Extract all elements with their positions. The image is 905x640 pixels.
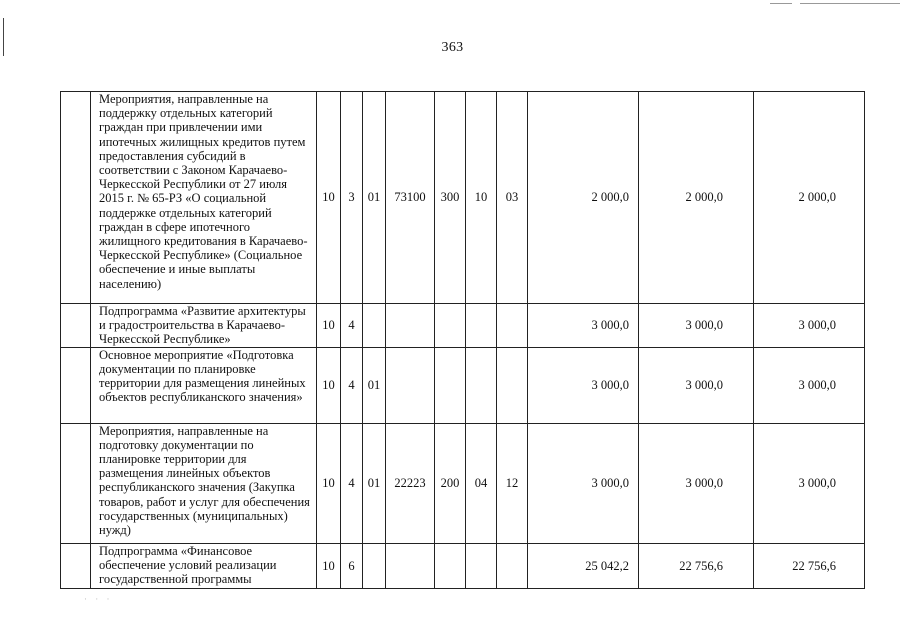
expense-type-code: 200 — [435, 423, 466, 543]
subprogram-code: 3 — [341, 92, 363, 304]
amount-year-1: 2 000,0 — [528, 92, 639, 304]
scan-artifact — [800, 3, 900, 4]
amount-year-1: 3 000,0 — [528, 347, 639, 423]
subsection-code: 12 — [497, 423, 528, 543]
section-code — [466, 304, 497, 348]
program-code: 10 — [317, 423, 341, 543]
direction-code — [386, 347, 435, 423]
expense-type-code — [435, 304, 466, 348]
activity-code — [363, 543, 386, 588]
amount-year-1: 3 000,0 — [528, 304, 639, 348]
row-name: Подпрограмма «Финансовое обеспечение условий реализации государственной программы — [91, 543, 317, 588]
amount-year-2: 3 000,0 — [639, 304, 754, 348]
direction-code: 22223 — [386, 423, 435, 543]
amount-year-1: 3 000,0 — [528, 423, 639, 543]
row-name: Мероприятия, направленные на подготовку документации по планировке территории для размещения линейных объектов республиканского значения (Закупка товаров, работ и услуг для обеспечения государственных (муниципальных) нужд) — [91, 423, 317, 543]
activity-code: 01 — [363, 347, 386, 423]
page-number: 363 — [441, 40, 464, 55]
expense-type-code: 300 — [435, 92, 466, 304]
blank-cell — [61, 543, 91, 588]
table-row — [61, 423, 865, 543]
amount-year-1: 25 042,2 — [528, 543, 639, 588]
direction-code: 73100 — [386, 92, 435, 304]
amount-year-2: 2 000,0 — [639, 92, 754, 304]
table-row — [61, 543, 865, 588]
direction-code — [386, 304, 435, 348]
amount-year-3: 3 000,0 — [754, 304, 865, 348]
subprogram-code: 6 — [341, 543, 363, 588]
section-code — [466, 543, 497, 588]
amount-year-3: 22 756,6 — [754, 543, 865, 588]
direction-code — [386, 543, 435, 588]
activity-code — [363, 304, 386, 348]
program-code: 10 — [317, 543, 341, 588]
activity-code: 01 — [363, 423, 386, 543]
section-code: 04 — [466, 423, 497, 543]
amount-year-3: 2 000,0 — [754, 92, 865, 304]
subsection-code — [497, 304, 528, 348]
expense-type-code — [435, 347, 466, 423]
activity-code: 01 — [363, 92, 386, 304]
program-code: 10 — [317, 92, 341, 304]
amount-year-2: 3 000,0 — [639, 423, 754, 543]
blank-cell — [61, 347, 91, 423]
row-name: Подпрограмма «Развитие архитектуры и градостроительства в Карачаево-Черкесской Республике» — [91, 304, 317, 348]
amount-year-2: 3 000,0 — [639, 347, 754, 423]
section-code — [466, 347, 497, 423]
program-code: 10 — [317, 304, 341, 348]
expense-type-code — [435, 543, 466, 588]
blank-cell — [61, 92, 91, 304]
scan-artifact: · · · — [84, 594, 113, 604]
subprogram-code: 4 — [341, 347, 363, 423]
row-name: Основное мероприятие «Подготовка документации по планировке территории для размещения линейных объектов республиканского значения» — [91, 347, 317, 423]
table-row — [61, 347, 865, 423]
blank-cell — [61, 304, 91, 348]
subsection-code: 03 — [497, 92, 528, 304]
section-code: 10 — [466, 92, 497, 304]
subsection-code — [497, 347, 528, 423]
table-row — [61, 92, 865, 304]
program-code: 10 — [317, 347, 341, 423]
row-name: Мероприятия, направленные на поддержку отдельных категорий граждан при привлечении ими ипотечных жилищных кредитов путем предоставления субсидий в соответствии с Законом Карачаево-Черкесской Республики от 27 июля 2015 г. № 65-РЗ «О социальной поддержке отдельных категорий граждан в сфере ипотечного жилищного кредитования в Карачаево-Черкесской Республике» (Социальное обеспечение и иные выплаты населению) — [91, 92, 317, 304]
subsection-code — [497, 543, 528, 588]
table-row — [61, 304, 865, 348]
amount-year-3: 3 000,0 — [754, 423, 865, 543]
amount-year-2: 22 756,6 — [639, 543, 754, 588]
subprogram-code: 4 — [341, 423, 363, 543]
budget-table — [60, 91, 865, 589]
scan-artifact — [770, 3, 792, 4]
blank-cell — [61, 423, 91, 543]
amount-year-3: 3 000,0 — [754, 347, 865, 423]
subprogram-code: 4 — [341, 304, 363, 348]
